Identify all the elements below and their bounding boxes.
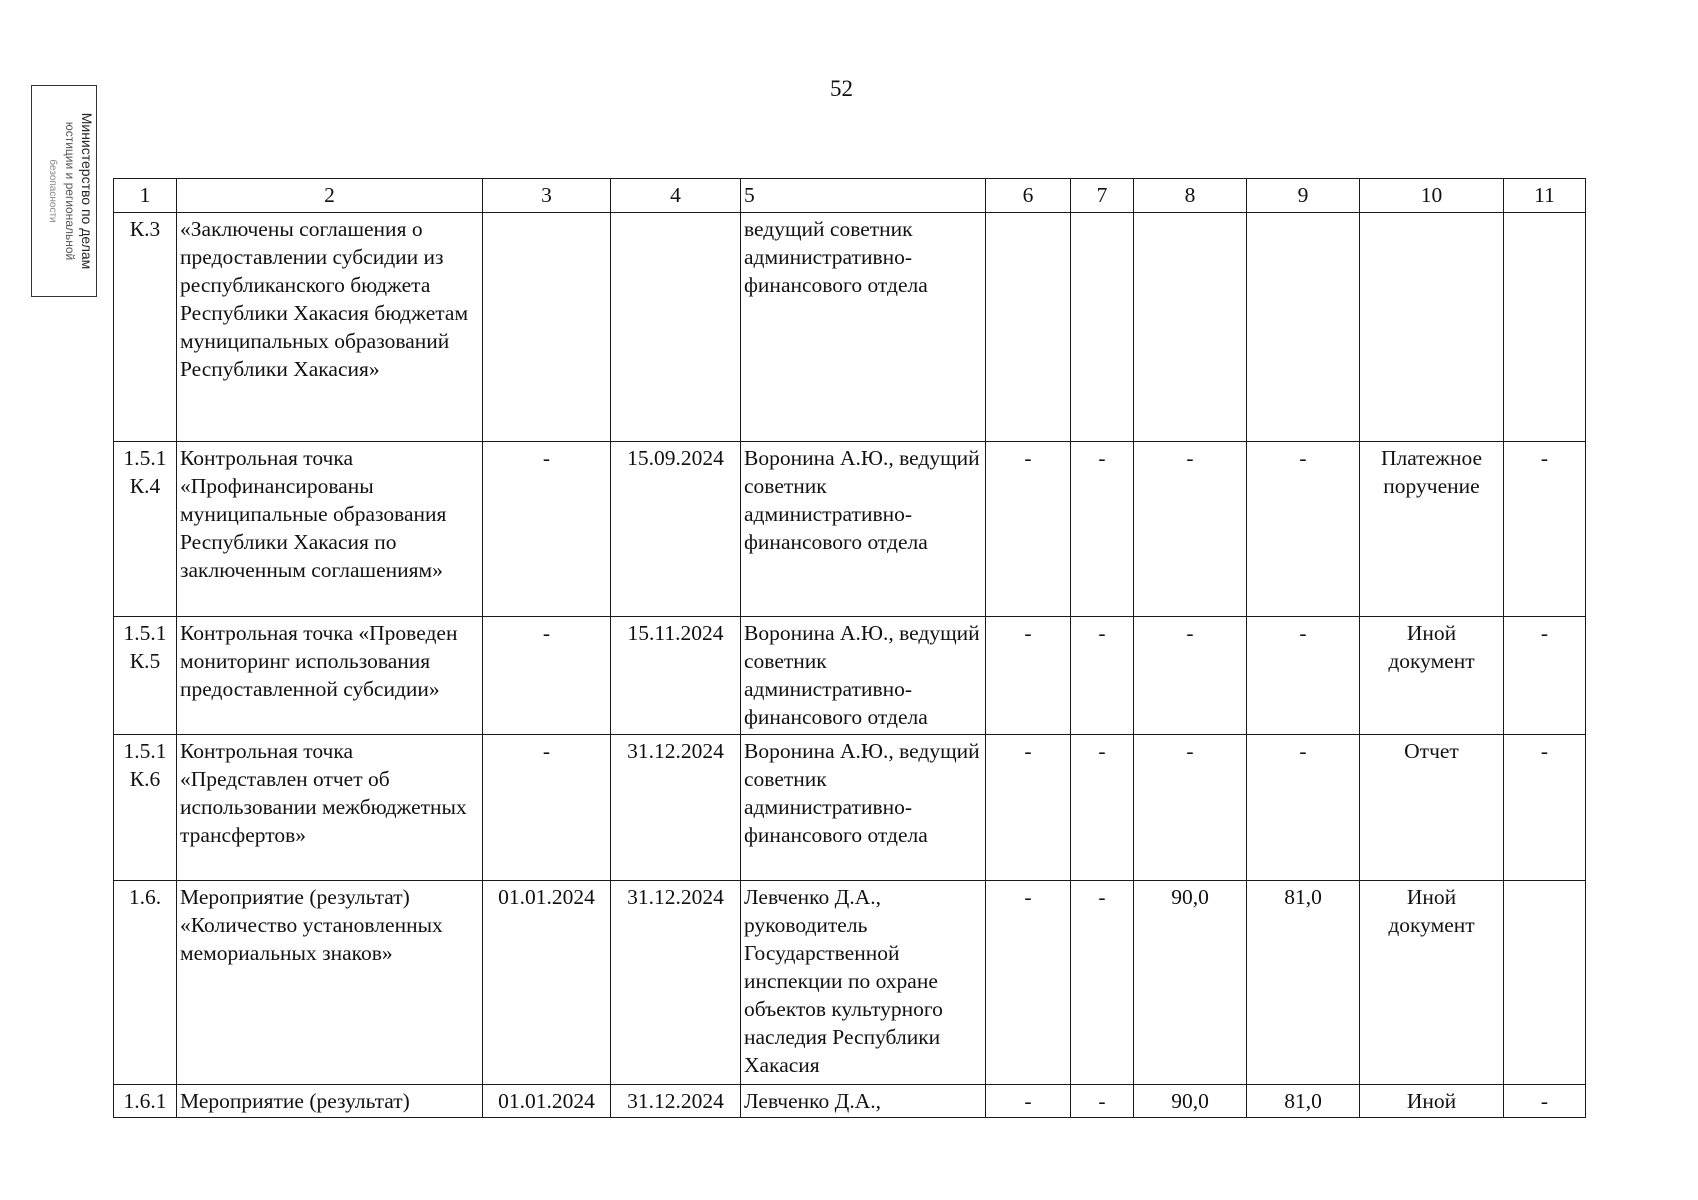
header-cell: 2: [177, 179, 483, 213]
row-col7: -: [1071, 442, 1134, 617]
row-col9: 81,0: [1247, 881, 1360, 1085]
row-number: К.3: [114, 213, 177, 442]
header-cell: 8: [1134, 179, 1247, 213]
header-row: [114, 179, 1586, 213]
row-col11: -: [1504, 735, 1586, 881]
row-col7: -: [1071, 735, 1134, 881]
row-name: Контрольная точка «Представлен отчет об использовании межбюджетных трансфертов»: [177, 735, 483, 881]
row-col9: -: [1247, 735, 1360, 881]
row-col9: -: [1247, 617, 1360, 735]
row-start-date: -: [483, 617, 611, 735]
row-number: 1.6.1: [114, 1085, 177, 1118]
header-cell: 10: [1360, 179, 1504, 213]
row-number: 1.6.: [114, 881, 177, 1085]
header-cell: 5: [741, 179, 986, 213]
table-row: [114, 213, 1586, 442]
row-responsible: Левченко Д.А., руководитель Государственной инспекции по охране объектов культурного наследия Республики Хакасия: [741, 881, 986, 1085]
row-number: 1.5.1 К.5: [114, 617, 177, 735]
row-name: Контрольная точка «Проведен мониторинг использования предоставленной субсидии»: [177, 617, 483, 735]
stamp-line-2: юстиции и региональной: [63, 121, 77, 261]
row-end-date: 31.12.2024: [611, 735, 741, 881]
row-number: 1.5.1 К.4: [114, 442, 177, 617]
registration-stamp: [31, 85, 97, 297]
table-row: [114, 617, 1586, 735]
row-col11: [1504, 881, 1586, 1085]
row-responsible: Воронина А.Ю., ведущий советник административно-финансового отдела: [741, 617, 986, 735]
row-col8: -: [1134, 442, 1247, 617]
row-name: Мероприятие (результат) «Количество установленных мемориальных знаков»: [177, 881, 483, 1085]
header-cell: 4: [611, 179, 741, 213]
row-name: Мероприятие (результат): [177, 1085, 483, 1118]
row-start-date: [483, 213, 611, 442]
row-col10: Платежное поручение: [1360, 442, 1504, 617]
row-col11: -: [1504, 442, 1586, 617]
row-col6: -: [986, 442, 1071, 617]
row-col10: Иной документ: [1360, 881, 1504, 1085]
row-col10: Иной документ: [1360, 617, 1504, 735]
row-col8: -: [1134, 617, 1247, 735]
row-end-date: 15.09.2024: [611, 442, 741, 617]
table-row: [114, 1085, 1586, 1118]
stamp-line-1: Министерство по делам: [79, 112, 95, 270]
row-col10: Отчет: [1360, 735, 1504, 881]
row-responsible: ведущий советник административно-финансового отдела: [741, 213, 986, 442]
row-name: «Заключены соглашения о предоставлении субсидии из республиканского бюджета Республики Хакасия бюджетам муниципальных образований Республики Хакасия»: [177, 213, 483, 442]
page-number: 52: [830, 76, 853, 101]
row-col6: -: [986, 881, 1071, 1085]
header-cell: 3: [483, 179, 611, 213]
row-col11: -: [1504, 1085, 1586, 1118]
row-col6: [986, 213, 1071, 442]
row-col10: Иной: [1360, 1085, 1504, 1118]
table-row: [114, 881, 1586, 1085]
row-col8: [1134, 213, 1247, 442]
row-end-date: [611, 213, 741, 442]
row-col7: -: [1071, 1085, 1134, 1118]
row-start-date: 01.01.2024: [483, 881, 611, 1085]
row-responsible: Левченко Д.А.,: [741, 1085, 986, 1118]
row-col11: -: [1504, 617, 1586, 735]
plan-table: [113, 178, 1586, 1118]
row-col9: 81,0: [1247, 1085, 1360, 1118]
row-col7: -: [1071, 881, 1134, 1085]
row-end-date: 15.11.2024: [611, 617, 741, 735]
row-col7: [1071, 213, 1134, 442]
stamp-line-3: безопасности: [47, 159, 58, 223]
row-name: Контрольная точка «Профинансированы муниципальные образования Республики Хакасия по заключенным соглашениям»: [177, 442, 483, 617]
row-end-date: 31.12.2024: [611, 1085, 741, 1118]
row-responsible: Воронина А.Ю., ведущий советник административно-финансового отдела: [741, 735, 986, 881]
row-start-date: -: [483, 442, 611, 617]
header-cell: 9: [1247, 179, 1360, 213]
row-col7: -: [1071, 617, 1134, 735]
row-start-date: -: [483, 735, 611, 881]
row-col6: -: [986, 735, 1071, 881]
row-col8: 90,0: [1134, 1085, 1247, 1118]
row-col9: [1247, 213, 1360, 442]
table-row: [114, 735, 1586, 881]
row-end-date: 31.12.2024: [611, 881, 741, 1085]
row-number: 1.5.1 К.6: [114, 735, 177, 881]
row-col8: 90,0: [1134, 881, 1247, 1085]
row-start-date: 01.01.2024: [483, 1085, 611, 1118]
table-row: [114, 442, 1586, 617]
row-col6: -: [986, 617, 1071, 735]
row-col9: -: [1247, 442, 1360, 617]
row-col8: -: [1134, 735, 1247, 881]
header-cell: 7: [1071, 179, 1134, 213]
row-col6: -: [986, 1085, 1071, 1118]
row-col11: [1504, 213, 1586, 442]
header-cell: 11: [1504, 179, 1586, 213]
row-responsible: Воронина А.Ю., ведущий советник административно-финансового отдела: [741, 442, 986, 617]
header-cell: 6: [986, 179, 1071, 213]
header-cell: 1: [114, 179, 177, 213]
row-col10: [1360, 213, 1504, 442]
